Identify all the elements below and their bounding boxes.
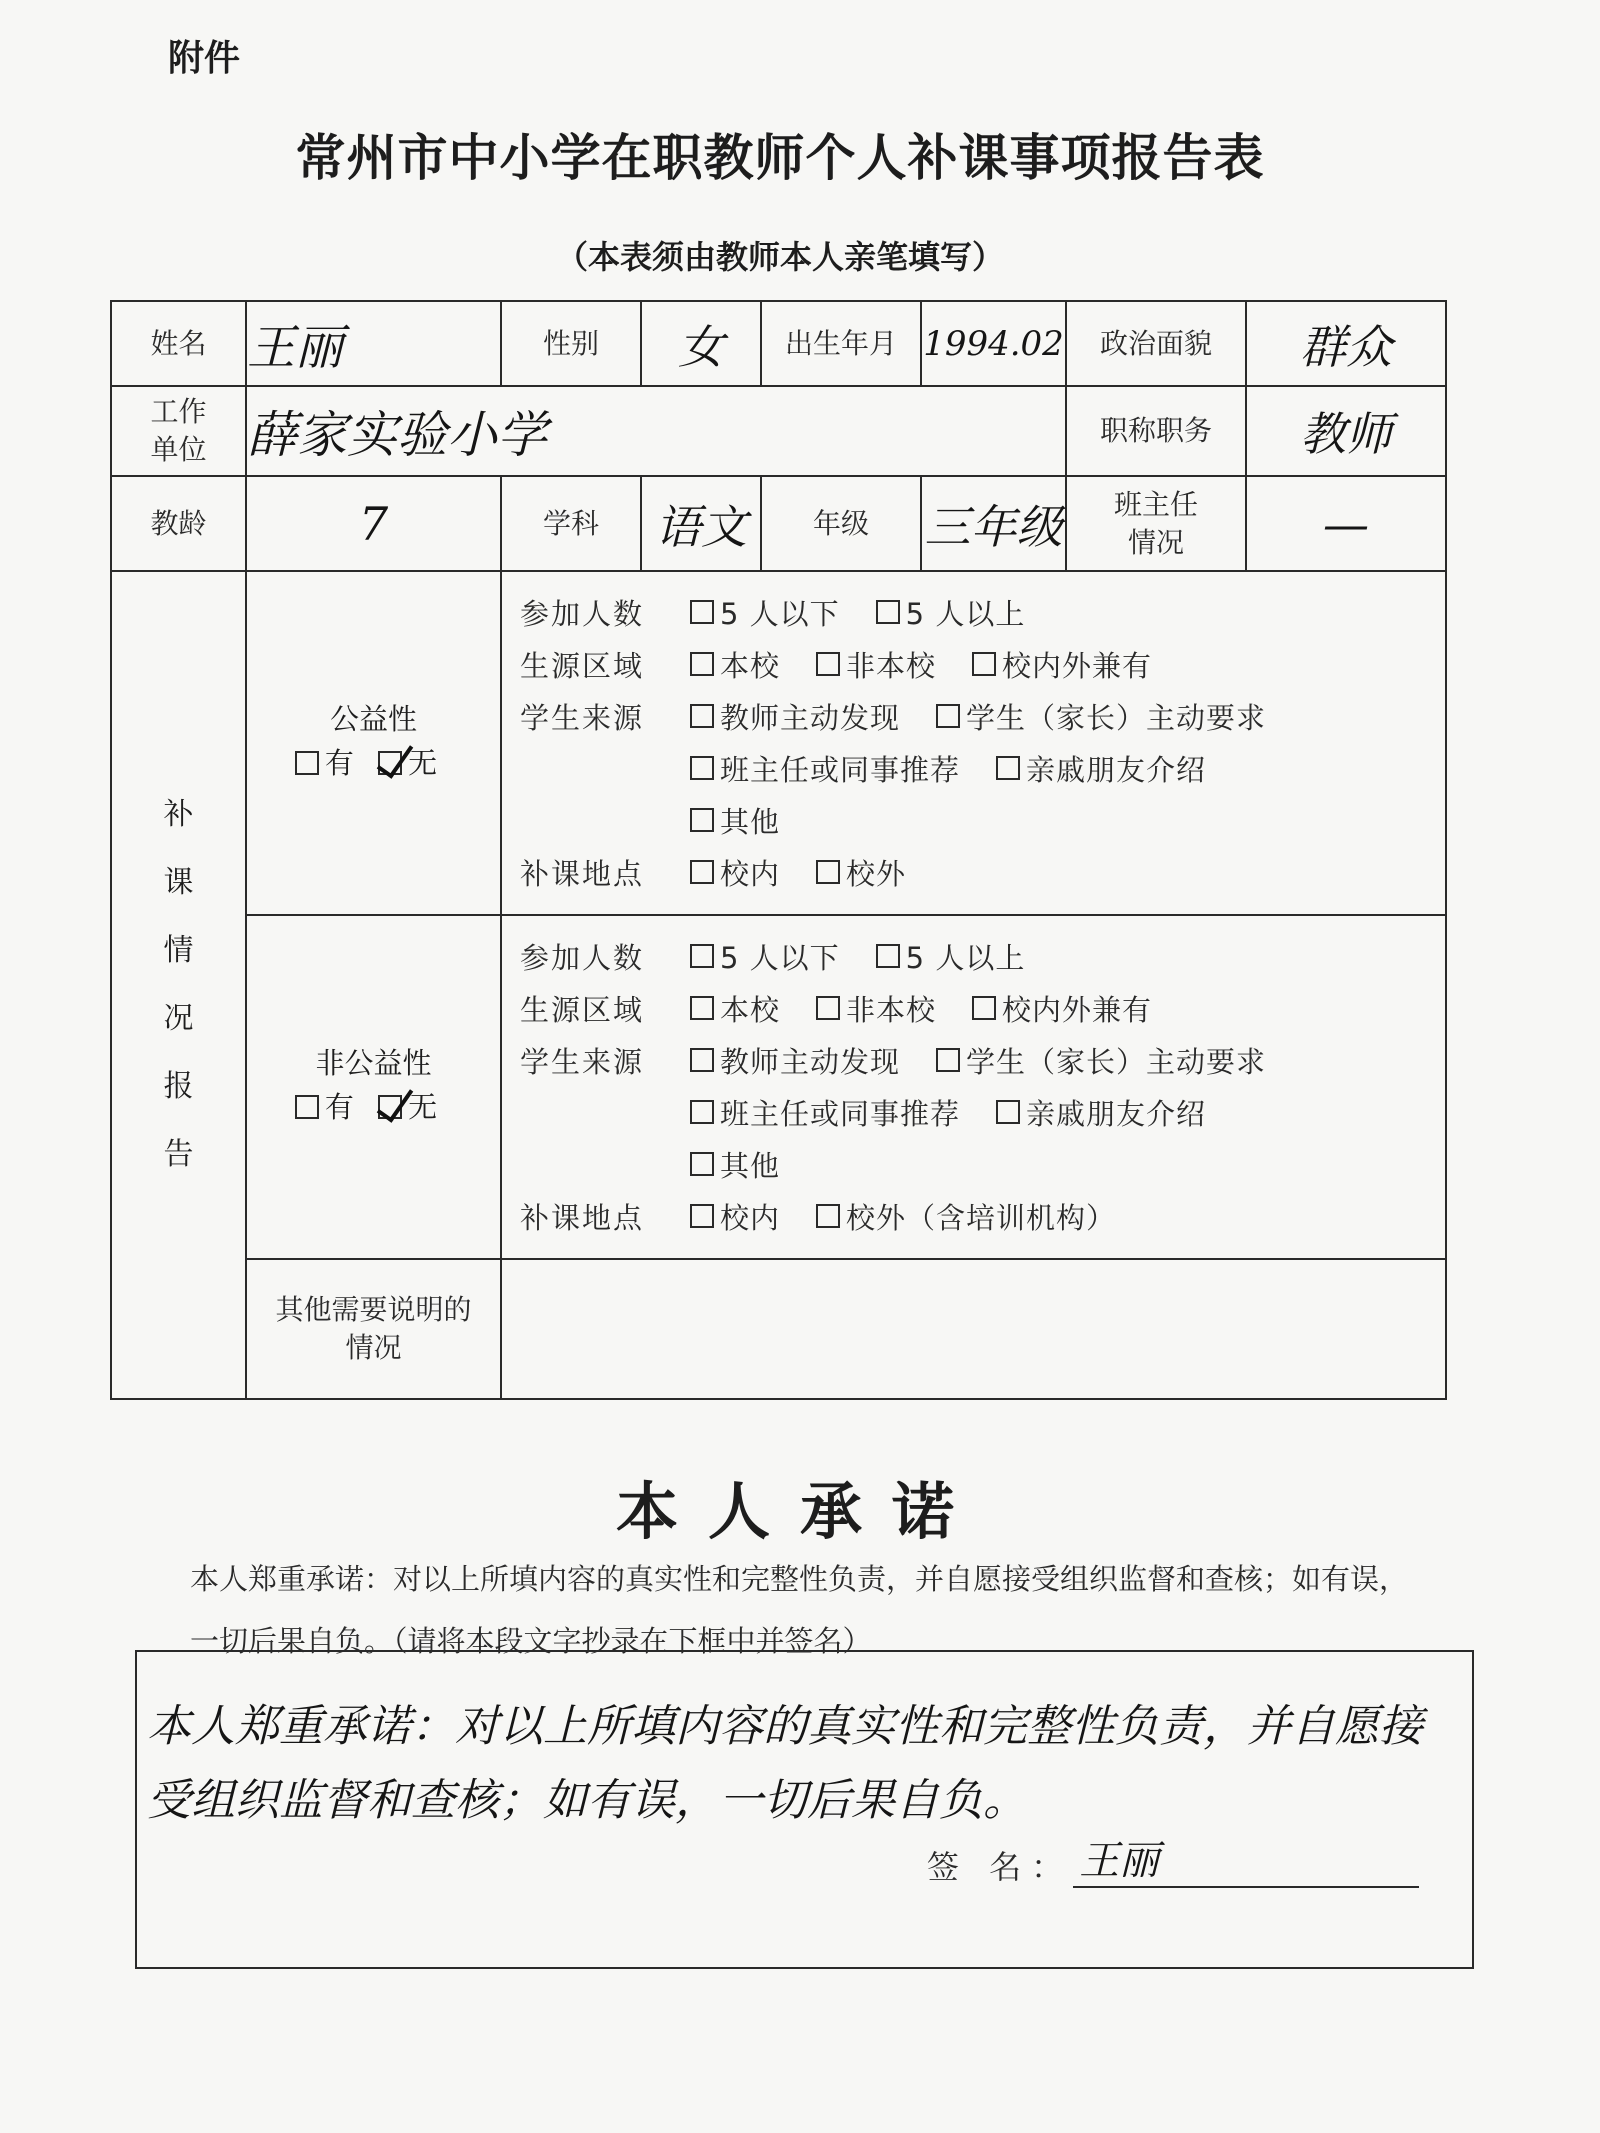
- place-label: 补课地点: [520, 1200, 645, 1235]
- option-label: 校内: [720, 1200, 781, 1235]
- job-title-label: 职称职务: [1066, 386, 1246, 476]
- section-char: 报: [163, 1069, 194, 1104]
- checkbox-icon[interactable]: [876, 600, 900, 624]
- option-label: 教师主动发现: [720, 700, 901, 735]
- signature-row: [927, 1836, 1419, 1888]
- public-yes-option[interactable]: [295, 742, 355, 786]
- checkbox-icon[interactable]: [690, 1152, 714, 1176]
- option-label: 学生（家长）主动要求: [966, 1044, 1267, 1079]
- option[interactable]: [690, 1196, 780, 1237]
- option[interactable]: [936, 696, 1266, 737]
- source-row-2: [520, 742, 1431, 794]
- political-label: 政治面貌: [1066, 301, 1246, 386]
- report-table: [110, 300, 1447, 1400]
- years-value[interactable]: 7: [246, 476, 501, 571]
- option[interactable]: [690, 592, 840, 633]
- option-label: 亲戚朋友介绍: [1026, 1096, 1207, 1131]
- checkbox-icon[interactable]: [816, 996, 840, 1020]
- years-label: 教龄: [111, 476, 246, 571]
- option[interactable]: [690, 1092, 960, 1133]
- checkbox-icon[interactable]: [816, 860, 840, 884]
- checkbox-icon[interactable]: [690, 600, 714, 624]
- section-char: 补: [163, 797, 194, 832]
- job-title-value[interactable]: 教师: [1246, 386, 1446, 476]
- option[interactable]: [996, 1092, 1206, 1133]
- option-label: 5 人以下: [720, 596, 840, 631]
- subject-label: 学科: [501, 476, 641, 571]
- option-label: 5 人以上: [905, 596, 1026, 631]
- promise-signature-box[interactable]: [135, 1650, 1474, 1969]
- option-label: 有: [324, 745, 355, 780]
- signature-field[interactable]: 王丽: [1073, 1836, 1419, 1888]
- option[interactable]: [690, 852, 780, 893]
- unit-label-line-2: 单位: [150, 433, 207, 466]
- unit-label-line-1: 工作: [150, 395, 207, 429]
- checkbox-icon[interactable]: [996, 756, 1020, 780]
- participants-row: [520, 586, 1431, 638]
- option[interactable]: [690, 644, 780, 685]
- nonpublic-details: [501, 915, 1446, 1259]
- unit-value[interactable]: 薛家实验小学: [246, 386, 1066, 476]
- option-label: 校外（含培训机构）: [846, 1200, 1117, 1235]
- source-row-3: [520, 794, 1431, 846]
- grade-value[interactable]: 三年级: [921, 476, 1066, 571]
- option[interactable]: [972, 644, 1152, 685]
- homeroom-value[interactable]: —: [1246, 476, 1446, 571]
- option-label: 校内: [720, 856, 781, 891]
- option[interactable]: [690, 748, 960, 789]
- checkbox-icon[interactable]: [816, 1204, 840, 1228]
- unit-label: [111, 386, 246, 476]
- option-label: 本校: [720, 992, 781, 1027]
- source-label: 学生来源: [520, 700, 645, 735]
- option[interactable]: [690, 1144, 780, 1185]
- source-row-3: [520, 1138, 1431, 1190]
- name-value[interactable]: 王丽: [246, 301, 501, 386]
- option[interactable]: [972, 988, 1152, 1029]
- option[interactable]: [876, 936, 1026, 977]
- other-notes-field[interactable]: [501, 1259, 1446, 1399]
- checkbox-icon[interactable]: [936, 1048, 960, 1072]
- checkbox-icon[interactable]: [690, 1048, 714, 1072]
- place-row: [520, 846, 1431, 898]
- option[interactable]: [690, 696, 900, 737]
- option-label: 亲戚朋友介绍: [1026, 752, 1207, 787]
- subject-value[interactable]: 语文: [641, 476, 761, 571]
- checked-checkbox-icon[interactable]: [378, 751, 402, 775]
- checkbox-icon[interactable]: [295, 1095, 319, 1119]
- option[interactable]: [996, 748, 1206, 789]
- option[interactable]: [816, 1196, 1116, 1237]
- place-label: 补课地点: [520, 856, 645, 891]
- place-row: [520, 1190, 1431, 1242]
- option-label: 无: [408, 1089, 439, 1124]
- section-label-tutoring-report: [111, 571, 246, 1399]
- option-label: 其他: [720, 804, 781, 839]
- checkbox-icon[interactable]: [690, 996, 714, 1020]
- region-label: 生源区域: [520, 992, 645, 1027]
- option[interactable]: [816, 644, 936, 685]
- checkbox-icon[interactable]: [690, 652, 714, 676]
- option[interactable]: [876, 592, 1026, 633]
- political-value[interactable]: 群众: [1246, 301, 1446, 386]
- checkbox-icon[interactable]: [690, 704, 714, 728]
- handwritten-promise: 本人郑重承诺：对以上所填内容的真实性和完整性负责，并自愿接受组织监督和查核；如有误，一切后果自负。: [147, 1701, 1423, 1826]
- checkbox-icon[interactable]: [690, 756, 714, 780]
- birth-value[interactable]: 1994.02: [921, 301, 1066, 386]
- option-label: 非本校: [846, 992, 937, 1027]
- form-title: 常州市中小学在职教师个人补课事项报告表: [295, 129, 1265, 187]
- option-label: 学生（家长）主动要求: [966, 700, 1267, 735]
- section-char: 况: [163, 1001, 194, 1036]
- option[interactable]: [816, 988, 936, 1029]
- form-subtitle: （本表须由教师本人亲笔填写）: [555, 238, 1004, 276]
- section-char: 告: [163, 1137, 194, 1172]
- section-char: 情: [163, 933, 194, 968]
- option-label: 5 人以下: [720, 940, 840, 975]
- participants-label: 参加人数: [520, 596, 645, 631]
- participants-row: [520, 930, 1431, 982]
- option-label: 校内外兼有: [1002, 648, 1153, 683]
- option-label: 教师主动发现: [720, 1044, 901, 1079]
- checkbox-icon[interactable]: [295, 751, 319, 775]
- checkbox-icon[interactable]: [996, 1100, 1020, 1124]
- birth-label: 出生年月: [761, 301, 921, 386]
- source-row-2: [520, 1086, 1431, 1138]
- checkbox-icon[interactable]: [690, 808, 714, 832]
- signature-label: 签 名：: [927, 1848, 1074, 1886]
- homeroom-label: [1066, 476, 1246, 571]
- checkbox-icon[interactable]: [972, 996, 996, 1020]
- participants-label: 参加人数: [520, 940, 645, 975]
- homeroom-label-line-1: 班主任: [1113, 487, 1198, 521]
- option-label: 校内外兼有: [1002, 992, 1153, 1027]
- option-label: 班主任或同事推荐: [720, 752, 961, 787]
- checkbox-icon[interactable]: [690, 1204, 714, 1228]
- checkbox-icon[interactable]: [816, 652, 840, 676]
- homeroom-label-line-2: 情况: [1127, 525, 1184, 559]
- promise-title: 本人承诺: [615, 1475, 984, 1548]
- public-no-option[interactable]: [378, 742, 438, 786]
- option[interactable]: [690, 1040, 900, 1081]
- option-label: 非本校: [846, 648, 937, 683]
- nonpublic-label: 非公益性: [315, 1046, 432, 1081]
- option-label: 班主任或同事推荐: [720, 1096, 961, 1131]
- source-row: [520, 1034, 1431, 1086]
- nonpublic-category: [246, 915, 501, 1259]
- option[interactable]: [690, 936, 840, 977]
- gender-value[interactable]: 女: [641, 301, 761, 386]
- option[interactable]: [690, 988, 780, 1029]
- option-label: 本校: [720, 648, 781, 683]
- attachment-label: 附件: [168, 38, 241, 79]
- option[interactable]: [816, 852, 906, 893]
- checkbox-icon[interactable]: [690, 860, 714, 884]
- name-label: 姓名: [111, 301, 246, 386]
- checkbox-icon[interactable]: [936, 704, 960, 728]
- checkbox-icon[interactable]: [972, 652, 996, 676]
- checkbox-icon[interactable]: [690, 944, 714, 968]
- option[interactable]: [690, 800, 780, 841]
- region-row: [520, 638, 1431, 690]
- gender-label: 性别: [501, 301, 641, 386]
- option-label: 有: [324, 1089, 355, 1124]
- checkbox-icon[interactable]: [690, 1100, 714, 1124]
- public-details: [501, 571, 1446, 915]
- option-label: 5 人以上: [905, 940, 1026, 975]
- nonpublic-yes-option[interactable]: [295, 1086, 355, 1130]
- checkbox-icon[interactable]: [876, 944, 900, 968]
- option[interactable]: [936, 1040, 1266, 1081]
- public-label: 公益性: [329, 702, 417, 737]
- promise-instruction: 本人郑重承诺：对以上所填内容的真实性和完整性负责，并自愿接受组织监督和查核；如有误，一切后果自负。（请将本段文字抄录在下框中并签名）: [190, 1562, 1409, 1658]
- checked-checkbox-icon[interactable]: [378, 1095, 402, 1119]
- section-char: 课: [163, 865, 194, 900]
- grade-label: 年级: [761, 476, 921, 571]
- region-label: 生源区域: [520, 648, 645, 683]
- source-label: 学生来源: [520, 1044, 645, 1079]
- option-label: 校外: [846, 856, 907, 891]
- option-label: 无: [408, 745, 439, 780]
- other-notes-label: 其他需要说明的情况: [246, 1259, 501, 1399]
- nonpublic-no-option[interactable]: [378, 1086, 438, 1130]
- public-category: [246, 571, 501, 915]
- source-row: [520, 690, 1431, 742]
- option-label: 其他: [720, 1148, 781, 1183]
- region-row: [520, 982, 1431, 1034]
